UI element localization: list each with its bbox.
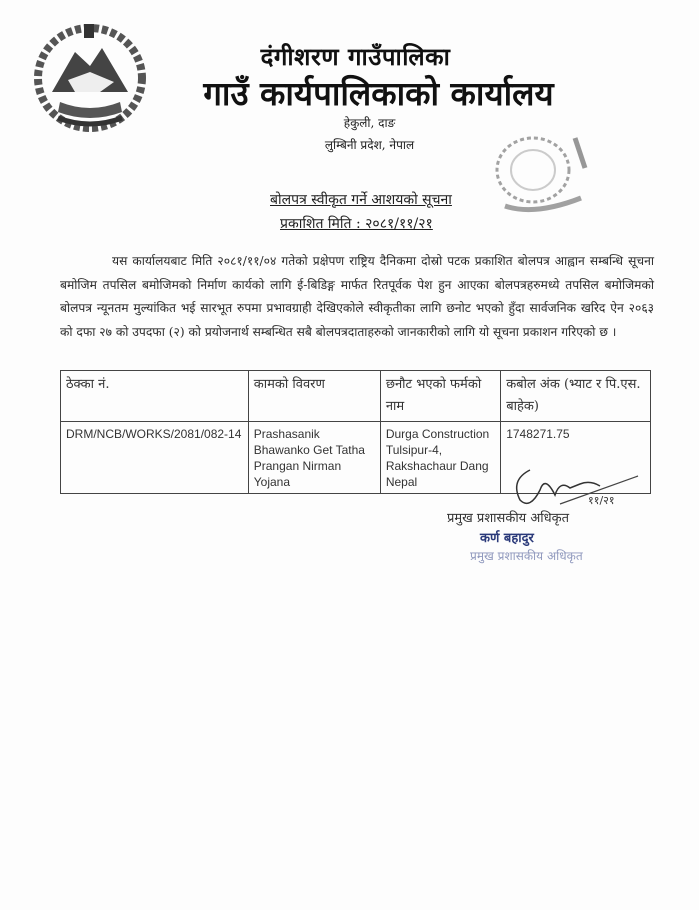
address-line-1: हेकुली, दाङ (343, 116, 396, 130)
cell-amount: 1748271.75 (501, 422, 651, 494)
signatory-stamp-post: प्रमुख प्रशासकीय अधिकृत (470, 549, 583, 563)
header-firm: छनौट भएको फर्मको नाम (380, 371, 500, 422)
header-amount: कबोल अंक (भ्याट र पि.एस. बाहेक) (501, 371, 651, 422)
address-line-2: लुम्बिनी प्रदेश, नेपाल (324, 138, 415, 152)
header-description: कामको विवरण (248, 371, 380, 422)
notice-body: यस कार्यालयबाट मिति २०८१/११/०४ गतेको प्रक्षेपण राष्ट्रिय दैनिकमा दोस्रो पटक प्रकाशित बोलपत्र आह्वान सम्बन्धि सूचना बमोजिम तपसिल बमोजिमको निर्माण कार्यको लागि ई-बिडिङ्ग मार्फत रितपूर्वक पेश हुन आएका बोलपत्रहरुमध्ये तपसिल बमोजिमको बोलपत्र न्यूनतम मुल्यांकित भई सारभूत रुपमा प्रभावग्राही देखिएकोले स्वीकृतीका लागि छनोट भएको हुँदा सार्वजनिक खरिद ऐन २०६३ को दफा २७ को उपदफा (२) को प्रयोजनार्थ सम्बन्धित सबै बोलपत्रदाताहरुको जानकारीको लागि यो सूचना प्रकाशन गरिएको छ । (60, 254, 654, 339)
cell-description: Prashasanik Bhawanko Get Tatha Prangan Nirman Yojana (248, 422, 380, 494)
office-seal-icon (485, 128, 595, 220)
signatory-name: कर्ण बहादुर (480, 531, 534, 546)
table-header-row (61, 371, 651, 422)
header-contract-no: ठेक्का नं. (61, 371, 249, 422)
office-name: गाउँ कार्यपालिकाको कार्यालय (203, 74, 554, 113)
cell-firm: Durga Construction Tulsipur-4, Rakshachaur Dang Nepal (380, 422, 500, 494)
municipality-name: दंगीशरण गाउँपालिका (260, 43, 451, 71)
cell-contract-no: DRM/NCB/WORKS/2081/082-14 (61, 422, 249, 494)
signature-date: ११/२१ (588, 494, 615, 507)
published-date: प्रकाशित मिति : २०८१/११/२१ (280, 216, 433, 232)
signatory-title: प्रमुख प्रशासकीय अधिकृत (447, 511, 570, 526)
notice-title: बोलपत्र स्वीकृत गर्ने आशयको सूचना (270, 192, 452, 208)
